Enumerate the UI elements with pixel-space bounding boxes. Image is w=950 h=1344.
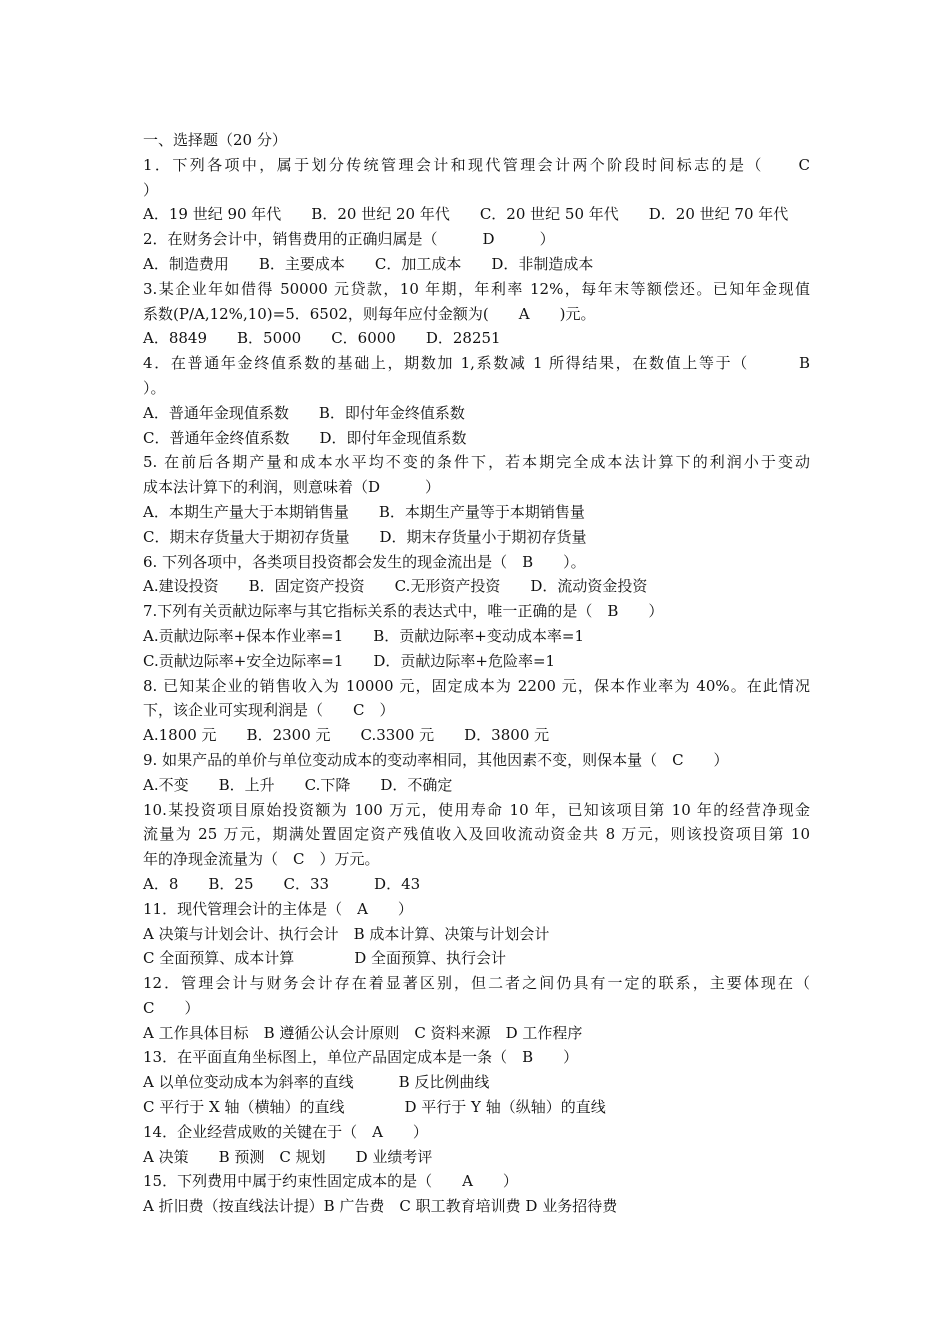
text-line: C.贡献边际率+安全边际率=1 D．贡献边际率+危险率=1 — [143, 651, 556, 670]
text-line: 6. 下列各项中，各类项目投资都会发生的现金流出是（ B ）。 — [143, 552, 586, 571]
text-line: C．普通年金终值系数 D．即付年金现值系数 — [143, 428, 467, 447]
text-line: ）。 — [143, 378, 166, 397]
text-line: A．本期生产量大于本期销售量 B．本期生产量等于本期销售量 — [143, 502, 585, 521]
text-line: 下，该企业可实现利润是（ C ） — [143, 701, 395, 720]
text-line: 11．现代管理会计的主体是（ A ） — [143, 899, 413, 918]
text-line: 3.某企业年如借得 50000 元贷款，10 年期，年利率 12%，每年末等额偿还。已知年金现值 — [143, 279, 810, 298]
text-line: C 平行于 X 轴（横轴）的直线 D 平行于 Y 轴（纵轴）的直线 — [143, 1098, 606, 1117]
text-line: 成本法计算下的利润，则意味着（D ） — [143, 478, 441, 497]
text-line: 流量为 25 万元，期满处置固定资产残值收入及回收流动资金共 8 万元，则该投资项目第 10 — [143, 825, 810, 844]
text-line: 5. 在前后各期产量和成本水平均不变的条件下，若本期完全成本法计算下的利润小于变动 — [143, 453, 810, 472]
text-line: 2．在财务会计中，销售费用的正确归属是（ D ） — [143, 230, 555, 249]
text-line: A．普通年金现值系数 B．即付年金终值系数 — [143, 403, 465, 422]
text-line: 系数(P/A,12%,10)=5．6502，则每年应付金额为( A )元。 — [143, 304, 596, 323]
text-line: A 决策与计划会计、执行会计 B 成本计算、决策与计划会计 — [143, 924, 550, 943]
text-line: C 全面预算、成本计算 D 全面预算、执行会计 — [143, 949, 507, 968]
text-line: A 工作具体目标 B 遵循公认会计原则 C 资料来源 D 工作程序 — [143, 1023, 583, 1042]
text-line: C ） — [143, 998, 200, 1017]
text-line: A．制造费用 B．主要成本 C．加工成本 D．非制造成本 — [143, 254, 594, 273]
text-line: 14．企业经营成败的关键在于（ A ） — [143, 1122, 428, 1141]
text-line: 9. 如果产品的单价与单位变动成本的变动率相同，其他因素不变，则保本量（ C ） — [143, 750, 729, 769]
text-line: 15．下列费用中属于约束性固定成本的是（ A ） — [143, 1172, 518, 1191]
text-line: A 折旧费（按直线法计提）B 广告费 C 职工教育培训费 D 业务招待费 — [143, 1197, 618, 1216]
text-line: A 决策 B 预测 C 规划 D 业绩考评 — [143, 1147, 433, 1166]
text-line: 7.下列有关贡献边际率与其它指标关系的表达式中，唯一正确的是（ B ） — [143, 602, 664, 621]
text-line: A.贡献边际率+保本作业率=1 B．贡献边际率+变动成本率=1 — [143, 626, 584, 645]
text-line: A.建设投资 B．固定资产投资 C.无形资产投资 D．流动资金投资 — [143, 577, 648, 596]
text-line: 1．下列各项中，属于划分传统管理会计和现代管理会计两个阶段时间标志的是（ C — [143, 155, 810, 174]
document-body — [143, 128, 810, 1219]
text-line: 8. 已知某企业的销售收入为 10000 元，固定成本为 2200 元，保本作业率为 40%。在此情况 — [143, 676, 810, 695]
text-line: 13．在平面直角坐标图上，单位产品固定成本是一条（ B ） — [143, 1048, 579, 1067]
text-line: A．19 世纪 90 年代 B．20 世纪 20 年代 C．20 世纪 50 年代 D．20 世纪 70 年代 — [143, 205, 789, 224]
text-line: C．期末存货量大于期初存货量 D．期末存货量小于期初存货量 — [143, 527, 587, 546]
text-line: A.1800 元 B．2300 元 C.3300 元 D．3800 元 — [143, 726, 550, 745]
text-line: A.不变 B．上升 C.下降 D．不确定 — [143, 775, 453, 794]
text-line: A 以单位变动成本为斜率的直线 B 反比例曲线 — [143, 1073, 490, 1092]
text-line: 10.某投资项目原始投资额为 100 万元，使用寿命 10 年，已知该项目第 10 年的经营净现金 — [143, 800, 810, 819]
text-line: 4．在普通年金终值系数的基础上，期数加 1,系数减 1 所得结果，在数值上等于（ B — [143, 354, 810, 373]
text-line: 12．管理会计与财务会计存在着显著区别，但二者之间仍具有一定的联系，主要体现在（ — [143, 974, 810, 993]
text-line: 年的净现金流量为（ C ）万元。 — [143, 850, 380, 869]
text-line: A．8 B．25 C．33 D．43 — [143, 874, 421, 893]
text-line: 一、选择题（20 分） — [143, 131, 287, 149]
text-line: A．8849 B．5000 C．6000 D．28251 — [143, 329, 501, 348]
text-line: ） — [143, 180, 159, 199]
